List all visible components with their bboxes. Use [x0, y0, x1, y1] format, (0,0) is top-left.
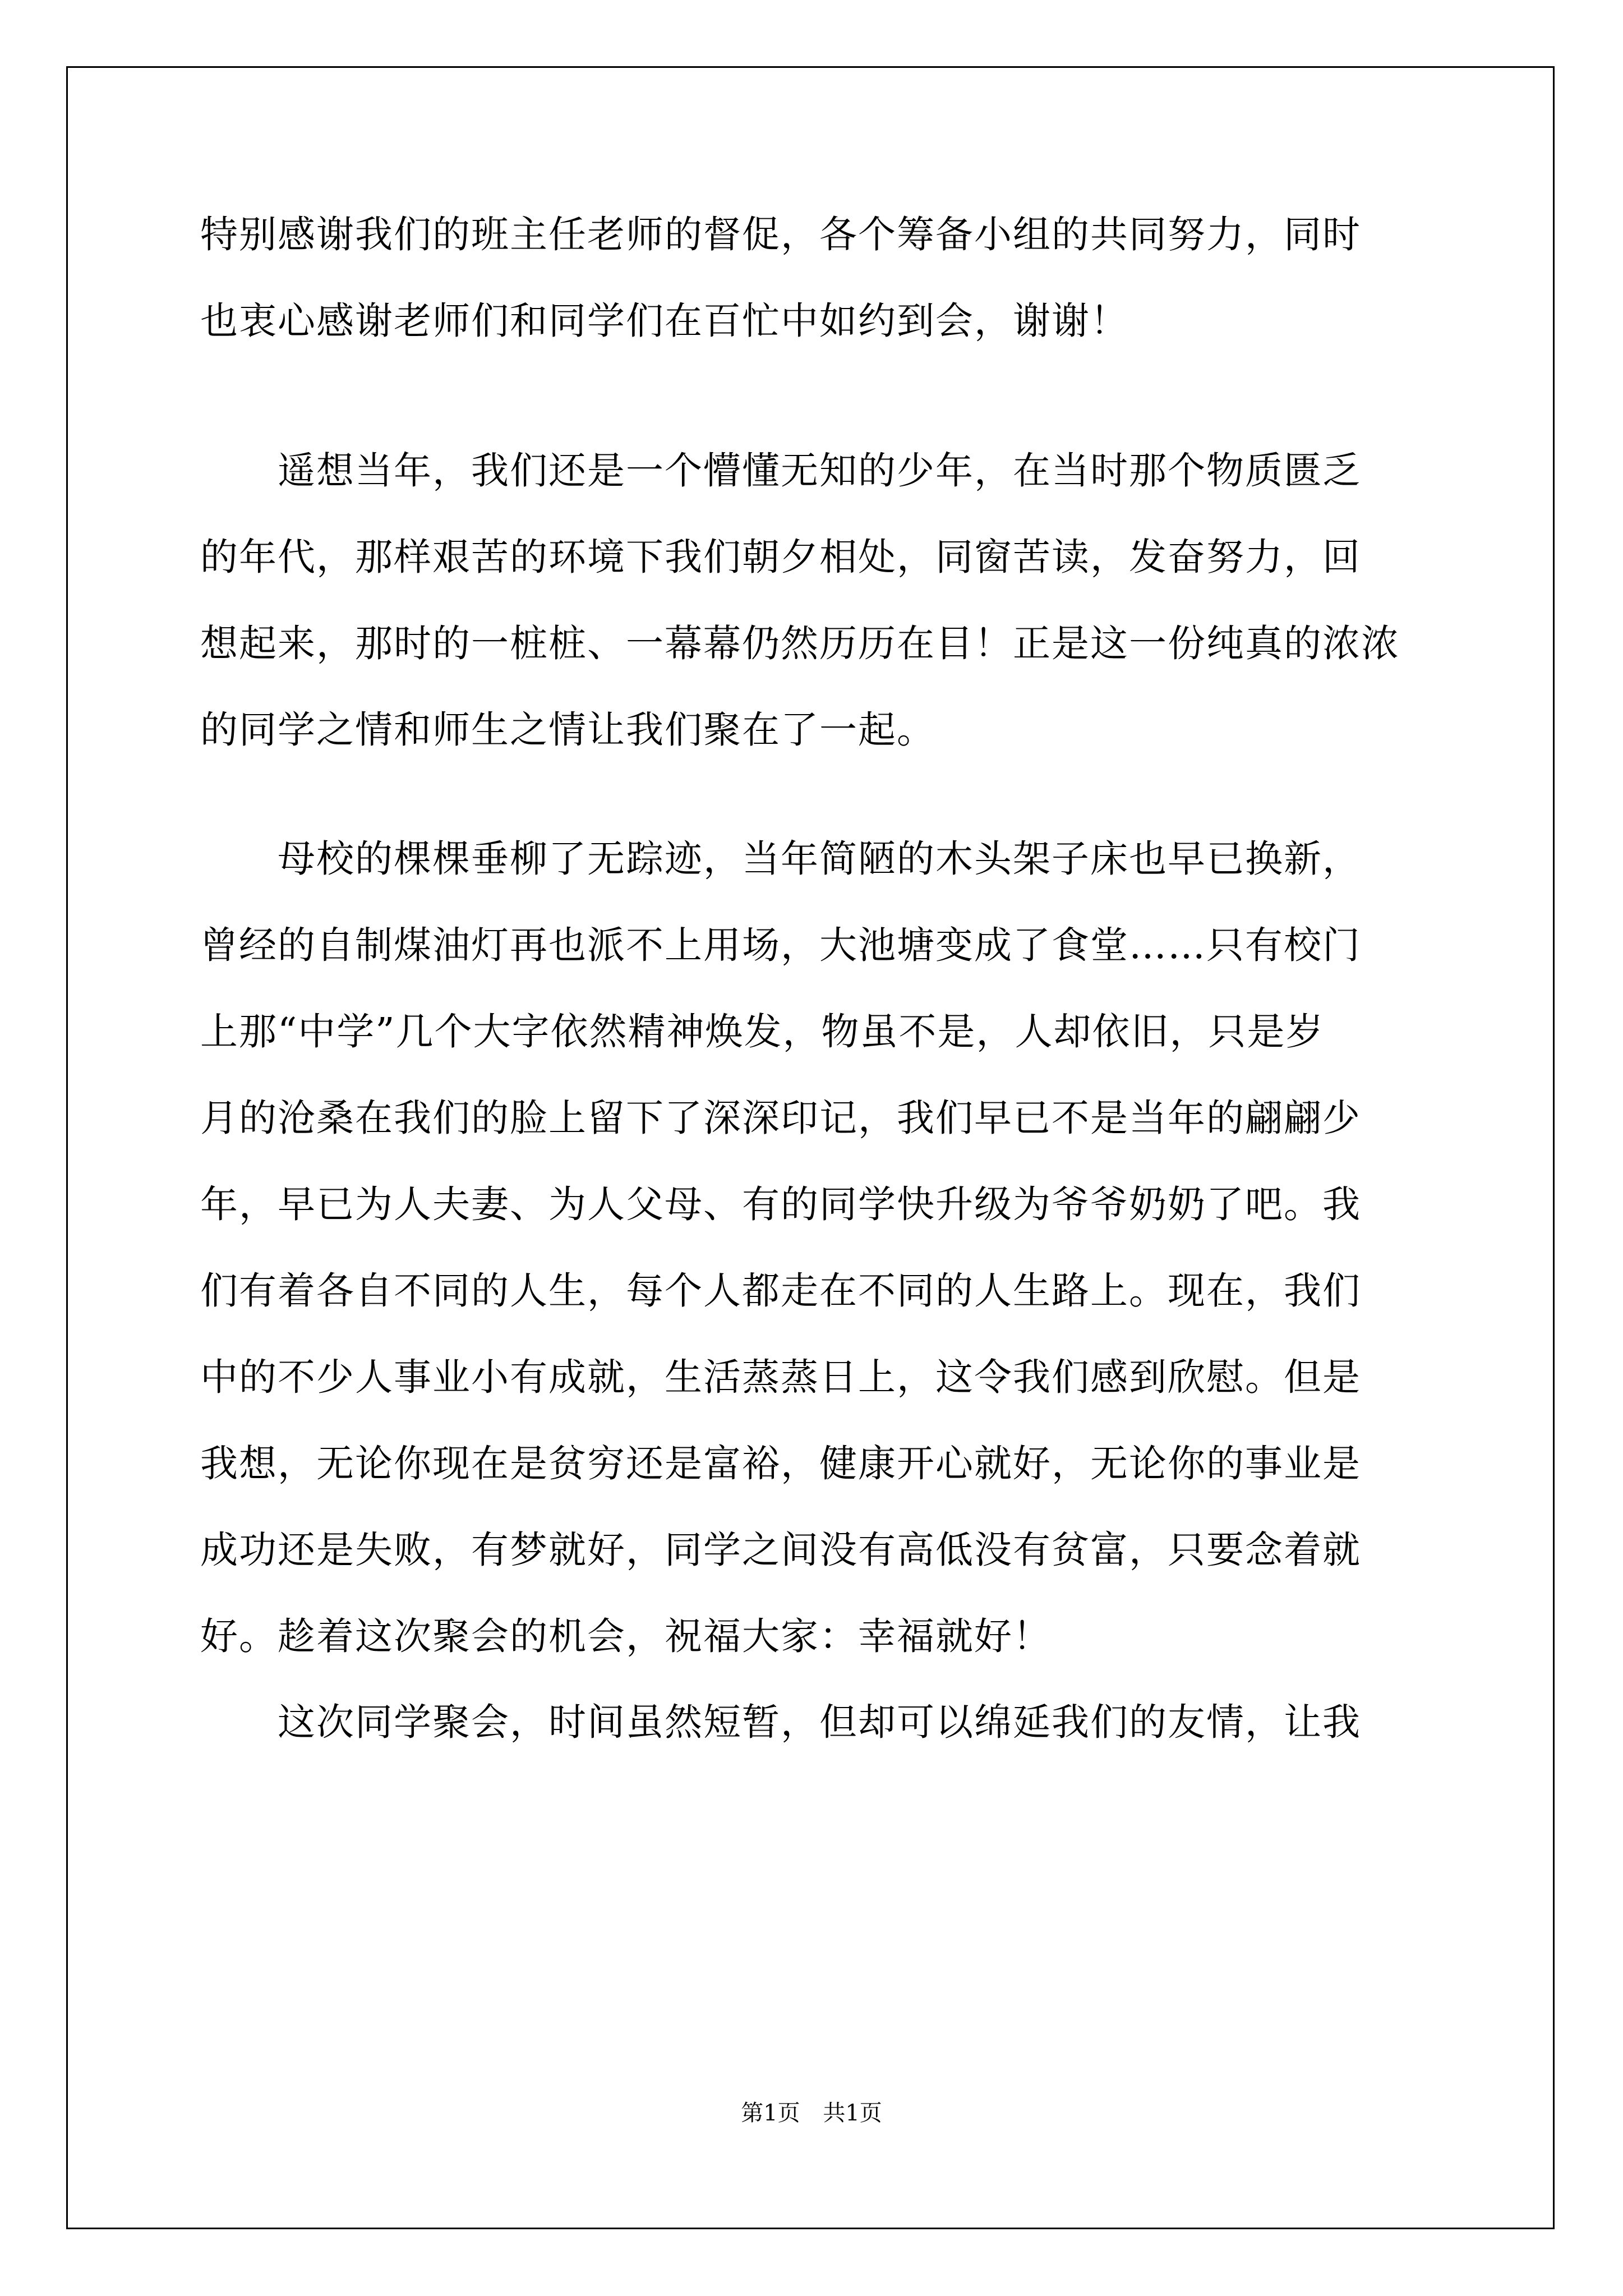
text-line: 月的沧桑在我们的脸上留下了深深印记，我们早已不是当年的翩翩少: [200, 1096, 1361, 1140]
text-line: 想起来，那时的一桩桩、一幕幕仍然历历在目！正是这一份纯真的浓浓: [200, 622, 1400, 665]
text-line: 特别感谢我们的班主任老师的督促，各个筹备小组的共同努力，同时: [200, 213, 1361, 256]
text-line: 我想，无论你现在是贫穷还是富裕，健康开心就好，无论你的事业是: [200, 1442, 1361, 1485]
text-line: 年，早已为人夫妻、为人父母、有的同学快升级为爷爷奶奶了吧。我: [200, 1182, 1361, 1226]
text-line: 的年代，那样艰苦的环境下我们朝夕相处，同窗苦读，发奋努力，回: [200, 535, 1361, 579]
text-line: 上那“中学”几个大字依然精神焕发，物虽不是，人却依旧，只是岁: [200, 1010, 1325, 1053]
text-line: 成功还是失败，有梦就好，同学之间没有高低没有贫富，只要念着就: [200, 1528, 1361, 1572]
text-line: 也衷心感谢老师们和同学们在百忙中如约到会，谢谢！: [200, 299, 1129, 343]
text-line: 的同学之情和师生之情让我们聚在了一起。: [200, 708, 935, 752]
page-footer: [0, 2099, 1623, 2127]
text-line: 好。趁着这次聚会的机会，祝福大家：幸福就好！: [200, 1614, 1052, 1658]
text-line: 中的不少人事业小有成就，生活蒸蒸日上，这令我们感到欣慰。但是: [200, 1355, 1361, 1399]
text-line: 这次同学聚会，时间虽然短暂，但却可以绵延我们的友情，让我: [200, 1700, 1361, 1744]
text-line: 曾经的自制煤油灯再也派不上用场，大池塘变成了食堂……只有校门: [200, 923, 1361, 967]
page-frame: [66, 66, 1555, 2229]
page-number: 第1页: [741, 2100, 800, 2126]
text-line: 母校的棵棵垂柳了无踪迹，当年简陋的木头架子床也早已换新，: [200, 837, 1361, 881]
text-line: 们有着各自不同的人生，每个人都走在不同的人生路上。现在，我们: [200, 1269, 1361, 1313]
page-total: 共1页: [823, 2100, 882, 2126]
text-line: 遥想当年，我们还是一个懵懂无知的少年，在当时那个物质匮乏: [200, 449, 1361, 493]
